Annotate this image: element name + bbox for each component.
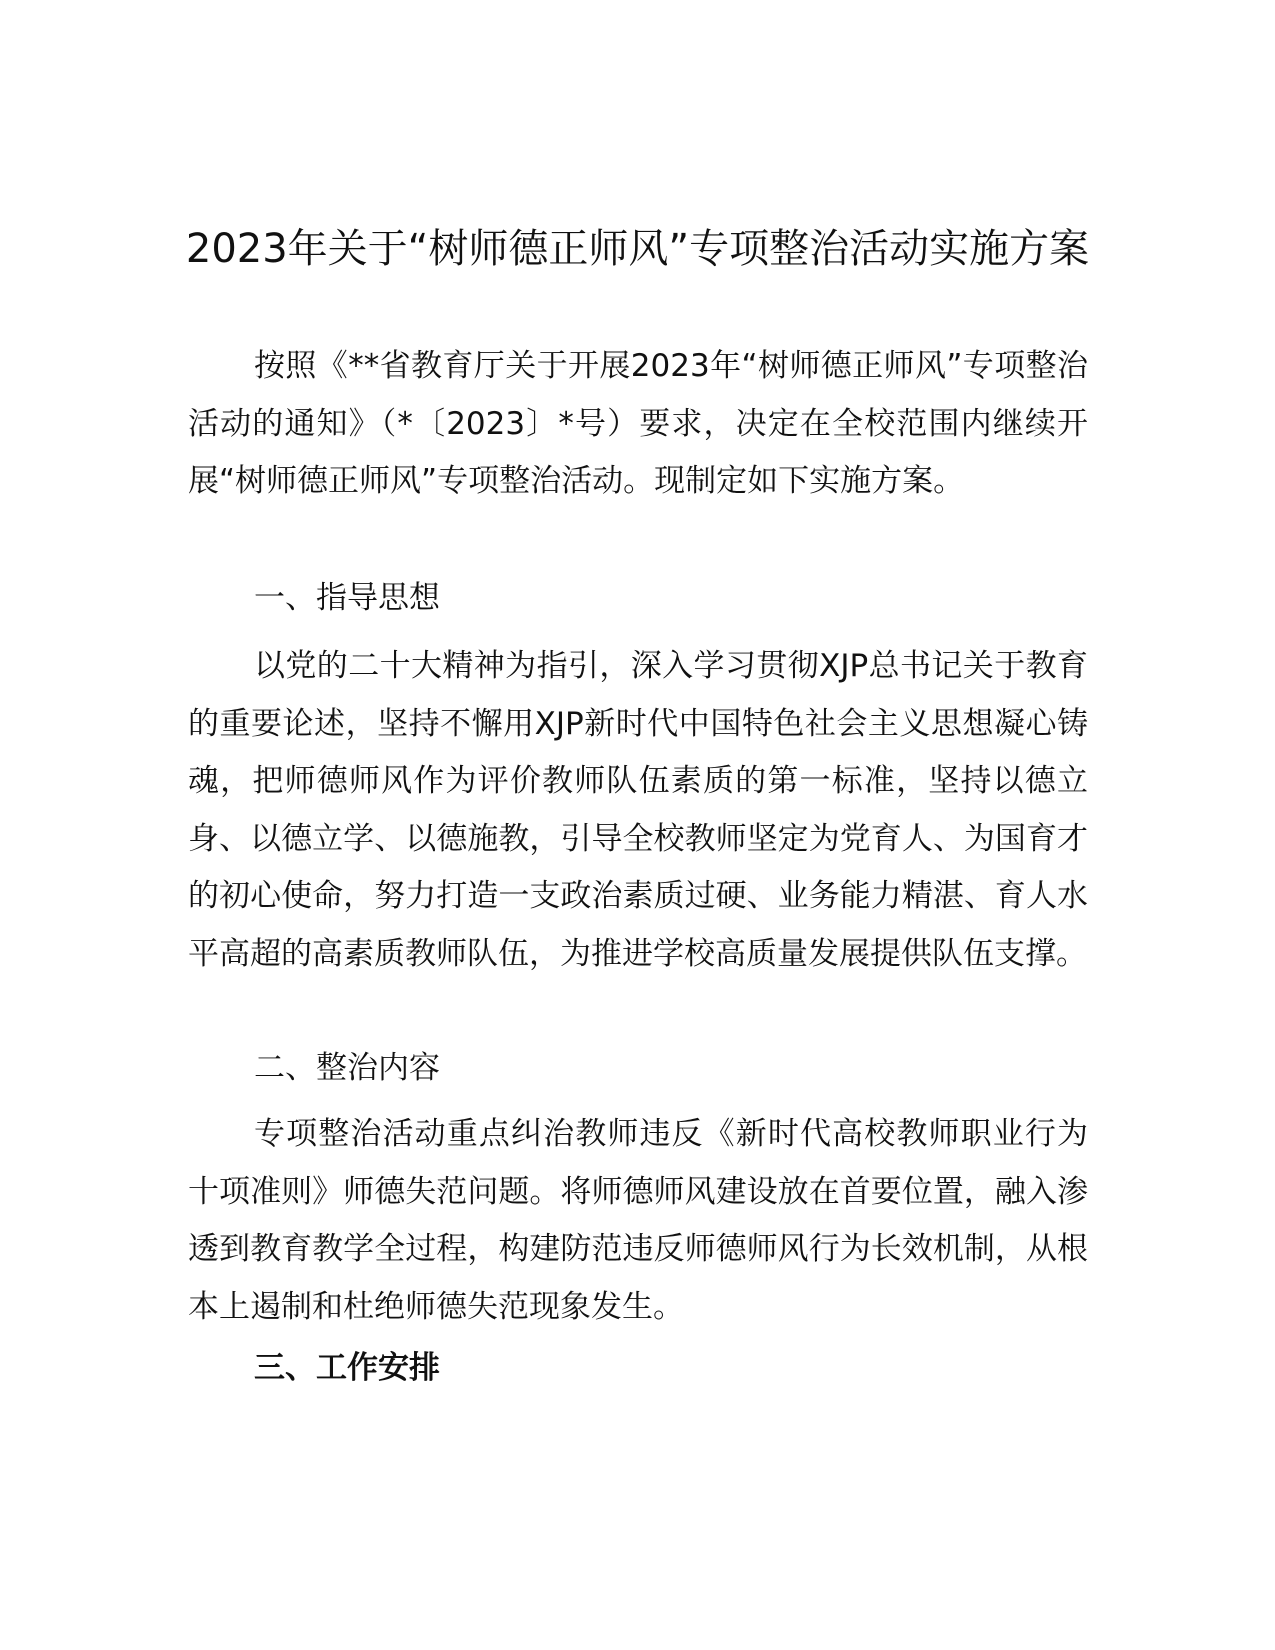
document-title: 2023年关于“树师德正师风”专项整治活动实施方案 xyxy=(185,226,1090,272)
section-body-rectification-content: 专项整治活动重点纠治教师违反《新时代高校教师职业行为十项准则》师德失范问题。将师德师风建设放在首要位置，融入渗透到教育教学全过程，构建防范违反师德师风行为长效机制，从根本上遏制和杜绝师德失范现象发生。 xyxy=(188,1116,1088,1325)
section-heading-work-arrangement: 三、工作安排 xyxy=(254,1350,440,1386)
section-heading-rectification-content: 二、整治内容 xyxy=(254,1050,440,1086)
intro-paragraph: 按照《**省教育厅关于开展2023年“树师德正师风”专项整治活动的通知》（*〔2023〕*号）要求，决定在全校范围内继续开展“树师德正师风”专项整治活动。现制定如下实施方案。 xyxy=(188,348,1088,499)
section-body-guiding-ideology: 以党的二十大精神为指引，深入学习贯彻XJP总书记关于教育的重要论述，坚持不懈用XJP新时代中国特色社会主义思想凝心铸魂，把师德师风作为评价教师队伍素质的第一标准，坚持以德立身、以德立学、以德施教，引导全校教师坚定为党育人、为国育才的初心使命，努力打造一支政治素质过硬、业务能力精湛、育人水平高超的高素质教师队伍，为推进学校高质量发展提供队伍支撑。 xyxy=(188,648,1088,972)
section-heading-guiding-ideology: 一、指导思想 xyxy=(254,580,440,616)
